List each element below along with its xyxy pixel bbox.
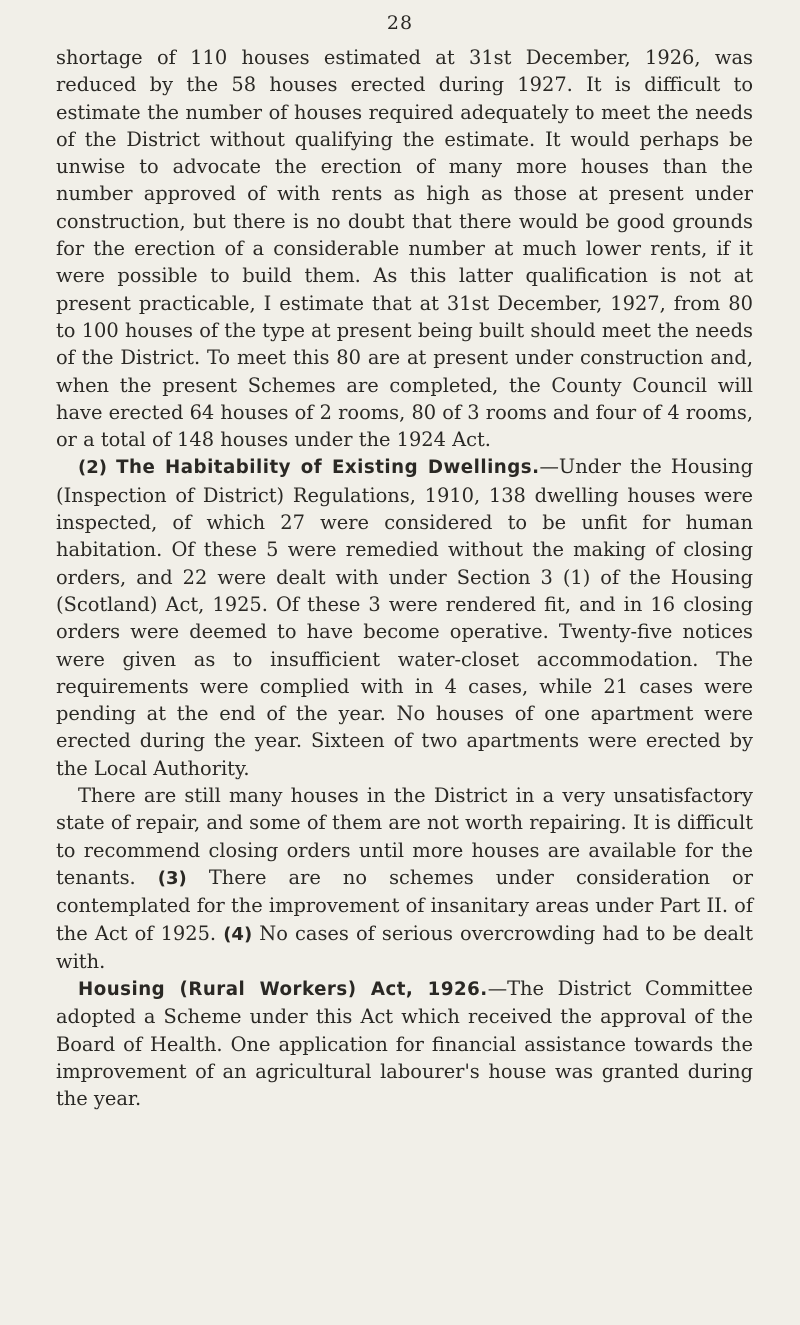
habitability-text: —Under the Housing (Inspection of District) Regulations, 1910, 138 dwelling houses were inspected, of which 27 were considered to be unfit for human habitation. Of these 5 were remedied without the making of closing orders, and 22 were dealt with under Section 3 (1) of the Housing (Scotland) Act, 1925. Of these 3 were rendered fit, and in 16 closing orders were deemed to have become operative. Twenty-five notices were given as to insufficient water-closet accommodation. The requirements were complied with in 4 cases, while 21 cases were pending at the end of the year. No houses of one apartment were erected during the year. Sixteen of two apartments were erected by the Local Authority. xyxy=(56,455,753,780)
rural-workers-text: —The District Committee adopted a Scheme under this Act which received the approval of the Board of Health. One application for financial assistance towards the improvement of an agricultural labourer's house was granted during the year. xyxy=(56,977,753,1111)
page-number: 28 xyxy=(386,12,414,34)
paragraph-housing-shortage: shortage of 110 houses estimated at 31st December, 1926, was reduced by the 58 houses erected during 1927. It is difficult to estimate the number of houses required adequately to meet the needs of the District without qualifying the estimate. It would perhaps be unwise to advocate the erection of many more houses than the number approved of with rents as high as those at present under construction, but there is no doubt that there would be good grounds for the erection of a considerable number at much lower rents, if it were possible to build them. As this latter qualification is not at present practicable, I estimate that at 31st December, 1927, from 80 to 100 houses of the type at present being built should meet the needs of the District. To meet this 80 are at present under construction and, when the present Schemes are completed, the County Council will have erected 64 houses of 2 rooms, 80 of 3 rooms and four of 4 rooms, or a total of 148 houses under the 1924 Act. xyxy=(56,46,753,452)
overcrowding-text: No cases of serious overcrowding had to be dealt with. xyxy=(56,921,753,973)
section-number-2: (2) xyxy=(78,457,107,479)
heading-habitability: The Habitability of Existing Dwellings. xyxy=(116,457,540,479)
paragraph-repair xyxy=(56,782,753,975)
section-number-3: (3) xyxy=(157,867,187,889)
body-text xyxy=(56,44,753,1113)
heading-rural-workers: Housing (Rural Workers) Act, 1926. xyxy=(78,979,488,1001)
insanitary-areas-text: There are no schemes under consideration or contemplated for the improvement of insanitary areas under Part II. of the Act of 1925. xyxy=(56,865,753,945)
paragraph-habitability xyxy=(56,453,753,782)
section-number-4: (4) xyxy=(223,923,253,945)
repair-text: There are still many houses in the District in a very unsatisfactory state of repair, and some of them are not worth repairing. It is difficult to recommend closing orders until more houses are available for the tenants. xyxy=(56,784,753,889)
paragraph-rural-workers xyxy=(56,975,753,1112)
